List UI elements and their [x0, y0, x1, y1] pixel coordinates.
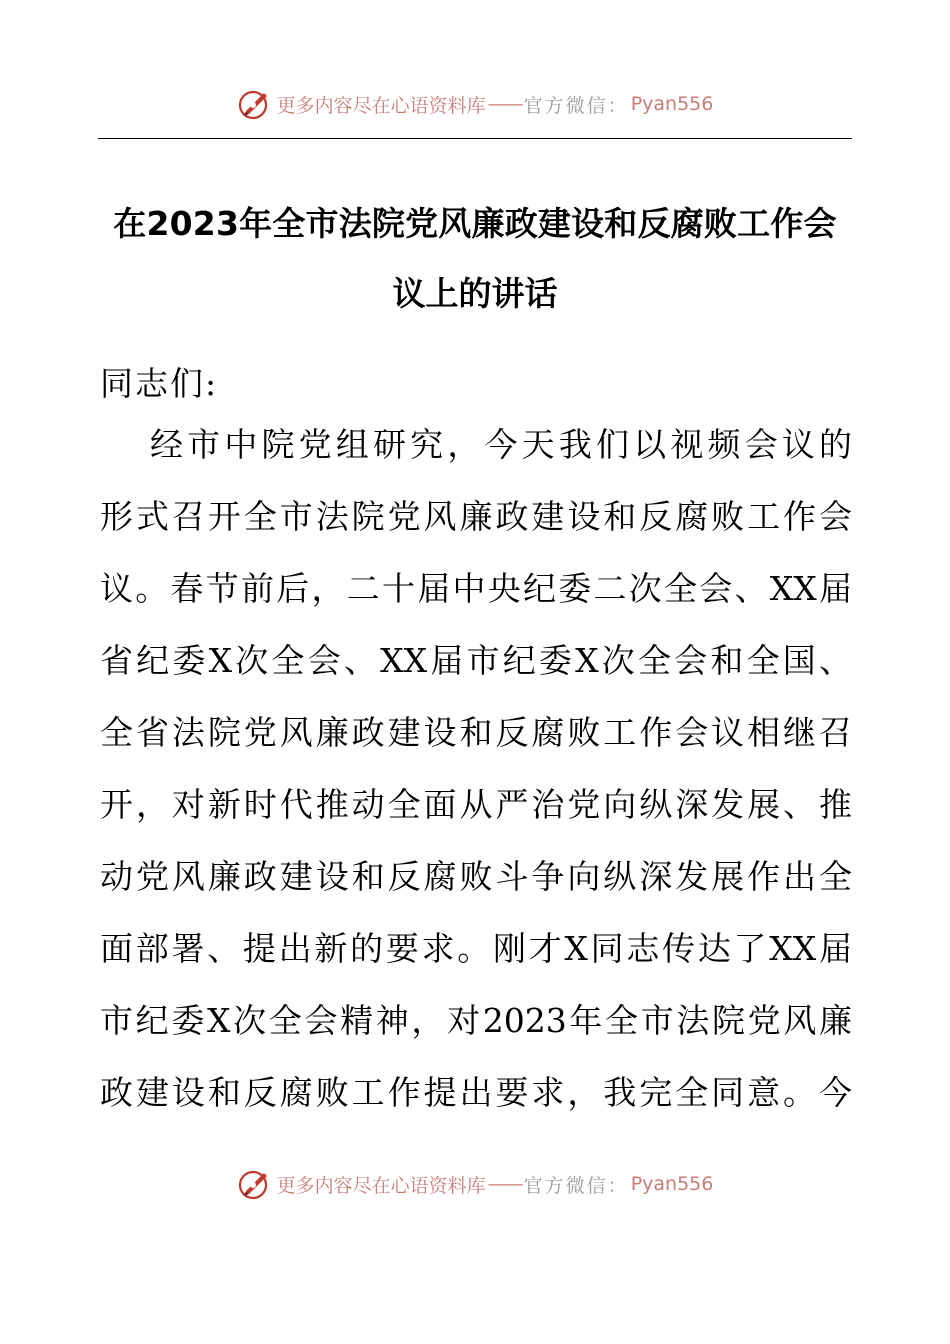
watermark-site-text: 更多内容尽在心语资料库 — [276, 94, 486, 117]
body-line: 动党风廉政建设和反腐败斗争向纵深发展作出全 — [100, 857, 852, 896]
document-title-line-1: 在2023年全市法院党风廉政建设和反腐败工作会 — [113, 204, 837, 243]
body-line: 省纪委X次全会、XX届市纪委X次全会和全国、 — [100, 641, 852, 680]
watermark-site-text: 更多内容尽在心语资料库 — [276, 1174, 486, 1197]
pen-logo-icon — [237, 1166, 273, 1202]
watermark-wechat-label: 官方微信： — [523, 1174, 629, 1197]
watermark-dash: —— — [487, 1173, 522, 1195]
watermark-wechat-id: Pyan556 — [630, 93, 714, 115]
salutation: 同志们: — [100, 364, 219, 403]
watermark-wechat-id: Pyan556 — [630, 1173, 714, 1195]
body-line: 政建设和反腐败工作提出要求，我完全同意。今 — [100, 1073, 852, 1112]
header-watermark — [0, 82, 950, 126]
body-line: 形式召开全市法院党风廉政建设和反腐败工作会 — [100, 497, 852, 536]
footer-watermark — [0, 1162, 950, 1206]
header-divider — [98, 138, 852, 139]
body-line: 经市中院党组研究，今天我们以视频会议的 — [150, 425, 852, 464]
document-title-line-2: 议上的讲话 — [392, 274, 558, 313]
body-line: 议。春节前后，二十届中央纪委二次全会、XX届 — [100, 569, 852, 608]
body-line: 面部署、提出新的要求。刚才X同志传达了XX届 — [100, 929, 852, 968]
body-line: 全省法院党风廉政建设和反腐败工作会议相继召 — [100, 713, 852, 752]
pen-logo-icon — [237, 86, 273, 122]
watermark-dash: —— — [487, 93, 522, 115]
watermark-wechat-label: 官方微信： — [523, 94, 629, 117]
body-line: 市纪委X次全会精神，对2023年全市法院党风廉 — [100, 1001, 852, 1040]
body-line: 开，对新时代推动全面从严治党向纵深发展、推 — [100, 785, 852, 824]
